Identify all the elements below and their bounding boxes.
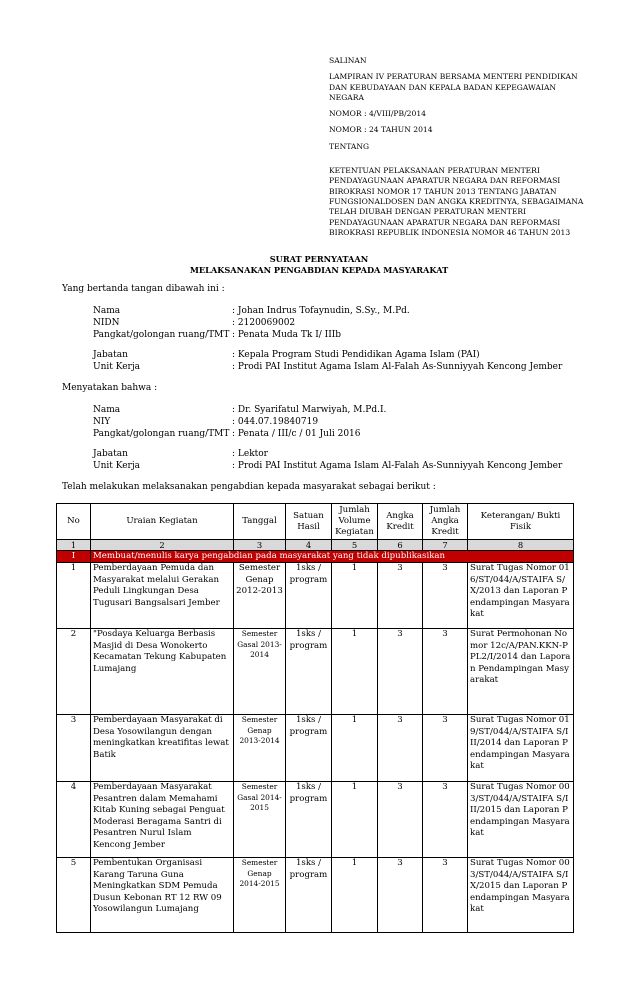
row-satuan: 1sks / program: [286, 629, 332, 715]
ketentuan-line-2: PENDAYAGUNAAN APARATUR NEGARA DAN REFORMASI: [329, 176, 561, 186]
signer-pangkat-label: Pangkat/golongan ruang/TMT: [93, 330, 230, 340]
subject-pangkat-value: : Penata / III/c / 01 Juli 2016: [232, 429, 361, 439]
header-no: No: [57, 504, 91, 540]
row-jumlah: 3: [423, 782, 468, 858]
signer-nidn-value: : 2120069002: [232, 318, 296, 328]
row-angka: 3: [378, 858, 423, 933]
row-keterangan: Surat Tugas Nomor 016/ST/044/A/STAIFA S/X/2013 dan Laporan Pendampingan Masyarakat: [468, 563, 574, 629]
subject-nama-label: Nama: [93, 405, 121, 415]
activity-table: [56, 503, 574, 933]
document-title: SURAT PERNYATAAN: [269, 254, 369, 264]
signer-unit-value: : Prodi PAI Institut Agama Islam Al-Falah As-Sunniyyah Kencong Jember: [232, 362, 563, 372]
subject-jabatan-label: Jabatan: [93, 449, 128, 459]
signer-pangkat-value: : Penata Muda Tk I/ IIIb: [232, 330, 342, 340]
table-row: [57, 782, 574, 858]
row-jumlah: 3: [423, 858, 468, 933]
lampiran-line-1: LAMPIRAN IV PERATURAN BERSAMA MENTERI PENDIDIKAN: [329, 72, 578, 82]
ketentuan-line-5: TELAH DIUBAH DENGAN PERATURAN MENTERI: [329, 207, 527, 217]
header-jumlah: Jumlah Angka Kredit: [423, 504, 468, 540]
row-angka: 3: [378, 715, 423, 782]
row-tanggal: Semester Gasal 2013-2014: [234, 629, 286, 715]
row-volume: 1: [332, 858, 378, 933]
row-jumlah: 3: [423, 563, 468, 629]
row-keterangan: Surat Tugas Nomor 019/ST/044/A/STAIFA S/III/2014 dan Laporan Pendampingan Masyarakat: [468, 715, 574, 782]
row-tanggal: Semester Gasal 2014-2015: [234, 782, 286, 858]
row-tanggal: Semester Genap 2014-2015: [234, 858, 286, 933]
row-no: 2: [57, 629, 91, 715]
signer-jabatan-label: Jabatan: [93, 350, 128, 360]
lampiran-line-3: NEGARA: [329, 92, 364, 102]
document-subtitle: MELAKSANAKAN PENGABDIAN KEPADA MASYARAKAT: [189, 265, 449, 275]
table-row: [57, 715, 574, 782]
row-volume: 1: [332, 629, 378, 715]
subject-niy-value: : 044.07.19840719: [232, 417, 319, 427]
row-uraian: Pemberdayaan Pemuda dan Masyarakat melalui Gerakan Peduli Lingkungan Desa Tugusari Bangsalsari Jember: [91, 563, 234, 629]
tentang-label: TENTANG: [329, 141, 370, 151]
category-row: [57, 551, 574, 563]
header-satuan: Satuan Hasil: [286, 504, 332, 540]
signer-nama-label: Nama: [93, 306, 121, 316]
column-number-row: [57, 540, 574, 551]
col-number: 3: [234, 540, 286, 551]
row-uraian: Pemberdayaan Masyarakat Pesantren dalam Memahami Kitab Kuning sebagai Penguat Moderasi Beragama Santri di Pesantren Nurul Islam Kencong Jember: [91, 782, 234, 858]
subject-pangkat-label: Pangkat/golongan ruang/TMT: [93, 429, 230, 439]
ketentuan-line-4: FUNGSIONALDOSEN DAN ANGKA KREDITNYA, SEBAGAIMANA: [329, 196, 584, 206]
row-satuan: 1sks / program: [286, 715, 332, 782]
col-number: 1: [57, 540, 91, 551]
subject-jabatan-value: : Lektor: [232, 449, 268, 459]
row-jumlah: 3: [423, 715, 468, 782]
row-tanggal: Semester Genap 2013-2014: [234, 715, 286, 782]
header-uraian: Uraian Kegiatan: [91, 504, 234, 540]
row-volume: 1: [332, 563, 378, 629]
row-keterangan: Surat Permohonan Nomor 12c/A/PAN.KKN-PPL2/I/2014 dan Laporan Pendampingan Masyarakat: [468, 629, 574, 715]
row-no: 4: [57, 782, 91, 858]
row-satuan: 1sks / program: [286, 782, 332, 858]
statement-text: Telah melakukan melaksanakan pengabdian kepada masyarakat sebagai berikut :: [62, 482, 436, 492]
subject-unit-value: : Prodi PAI Institut Agama Islam Al-Falah As-Sunniyyah Kencong Jember: [232, 461, 563, 471]
ketentuan-line-7: BIROKRASI REPUBLIK INDONESIA NOMOR 46 TAHUN 2013: [329, 227, 571, 237]
row-no: 1: [57, 563, 91, 629]
header-volume: Jumlah Volume Kegiatan: [332, 504, 378, 540]
row-angka: 3: [378, 782, 423, 858]
ketentuan-line-6: PENDAYAGUNAAN APARATUR NEGARA DAN REFORMASI: [329, 217, 561, 227]
row-keterangan: Surat Tugas Nomor 003/ST/044/A/STAIFA S/III/2015 dan Laporan Pendampingan Masyarakat: [468, 782, 574, 858]
row-angka: 3: [378, 563, 423, 629]
row-satuan: 1sks / program: [286, 858, 332, 933]
table-header-row: [57, 504, 574, 540]
row-uraian: Pembentukan Organisasi Karang Taruna Guna Meningkatkan SDM Pemuda Dusun Kebonan RT 12 RW 09 Yosowilangun Lumajang: [91, 858, 234, 933]
signer-nidn-label: NIDN: [93, 318, 120, 328]
menyatakan-text: Menyatakan bahwa :: [62, 383, 158, 393]
subject-niy-label: NIY: [93, 417, 111, 427]
ketentuan-line-3: BIROKRASI NOMOR 17 TAHUN 2013 TENTANG JABATAN: [329, 186, 557, 196]
lampiran-line-2: DAN KEBUDAYAAN DAN KEPALA BADAN KEPEGAWAIAN: [329, 82, 557, 92]
signer-nama-value: : Johan Indrus Tofaynudin, S.Sy., M.Pd.: [232, 306, 410, 316]
row-uraian: Pemberdayaan Masyarakat di Desa Yosowilangun dengan meningkatkan kreatifitas lewat Batik: [91, 715, 234, 782]
table-row: [57, 858, 574, 933]
signer-jabatan-value: : Kepala Program Studi Pendidikan Agama Islam (PAI): [232, 350, 480, 360]
row-keterangan: Surat Tugas Nomor 003/ST/044/A/STAIFA S/IX/2015 dan Laporan Pendampingan Masyarakat: [468, 858, 574, 933]
row-satuan: 1sks / program: [286, 563, 332, 629]
table-row: [57, 629, 574, 715]
category-label: Membuat/menulis karya pengabdian pada masyarakat yang tidak dipublikasikan: [91, 551, 574, 563]
row-tanggal: Semester Genap 2012-2013: [234, 563, 286, 629]
subject-unit-label: Unit Kerja: [93, 461, 141, 471]
salinan-label: SALINAN: [329, 56, 367, 65]
nomor-2: NOMOR : 24 TAHUN 2014: [329, 125, 433, 135]
document-header: [329, 56, 589, 238]
row-volume: 1: [332, 715, 378, 782]
col-number: 8: [468, 540, 574, 551]
header-angka: Angka Kredit: [378, 504, 423, 540]
subject-nama-value: : Dr. Syarifatul Marwiyah, M.Pd.I.: [232, 405, 387, 415]
header-keterangan: Keterangan/ Bukti Fisik: [468, 504, 574, 540]
row-no: 3: [57, 715, 91, 782]
row-jumlah: 3: [423, 629, 468, 715]
nomor-1: NOMOR : 4/VIII/PB/2014: [329, 109, 426, 119]
signer-unit-label: Unit Kerja: [93, 362, 141, 372]
col-number: 6: [378, 540, 423, 551]
col-number: 2: [91, 540, 234, 551]
row-angka: 3: [378, 629, 423, 715]
table-row: [57, 563, 574, 629]
col-number: 5: [332, 540, 378, 551]
ketentuan-line-1: KETENTUAN PELAKSANAAN PERATURAN MENTERI: [329, 166, 540, 176]
row-no: 5: [57, 858, 91, 933]
row-volume: 1: [332, 782, 378, 858]
category-no: I: [57, 551, 91, 563]
col-number: 4: [286, 540, 332, 551]
row-uraian: "Posdaya Keluarga Berbasis Masjid di Desa Wonokerto Kecamatan Tekung Kabupaten Lumajang: [91, 629, 234, 715]
intro-text: Yang bertanda tangan dibawah ini :: [62, 284, 225, 294]
header-tanggal: Tanggal: [234, 504, 286, 540]
col-number: 7: [423, 540, 468, 551]
